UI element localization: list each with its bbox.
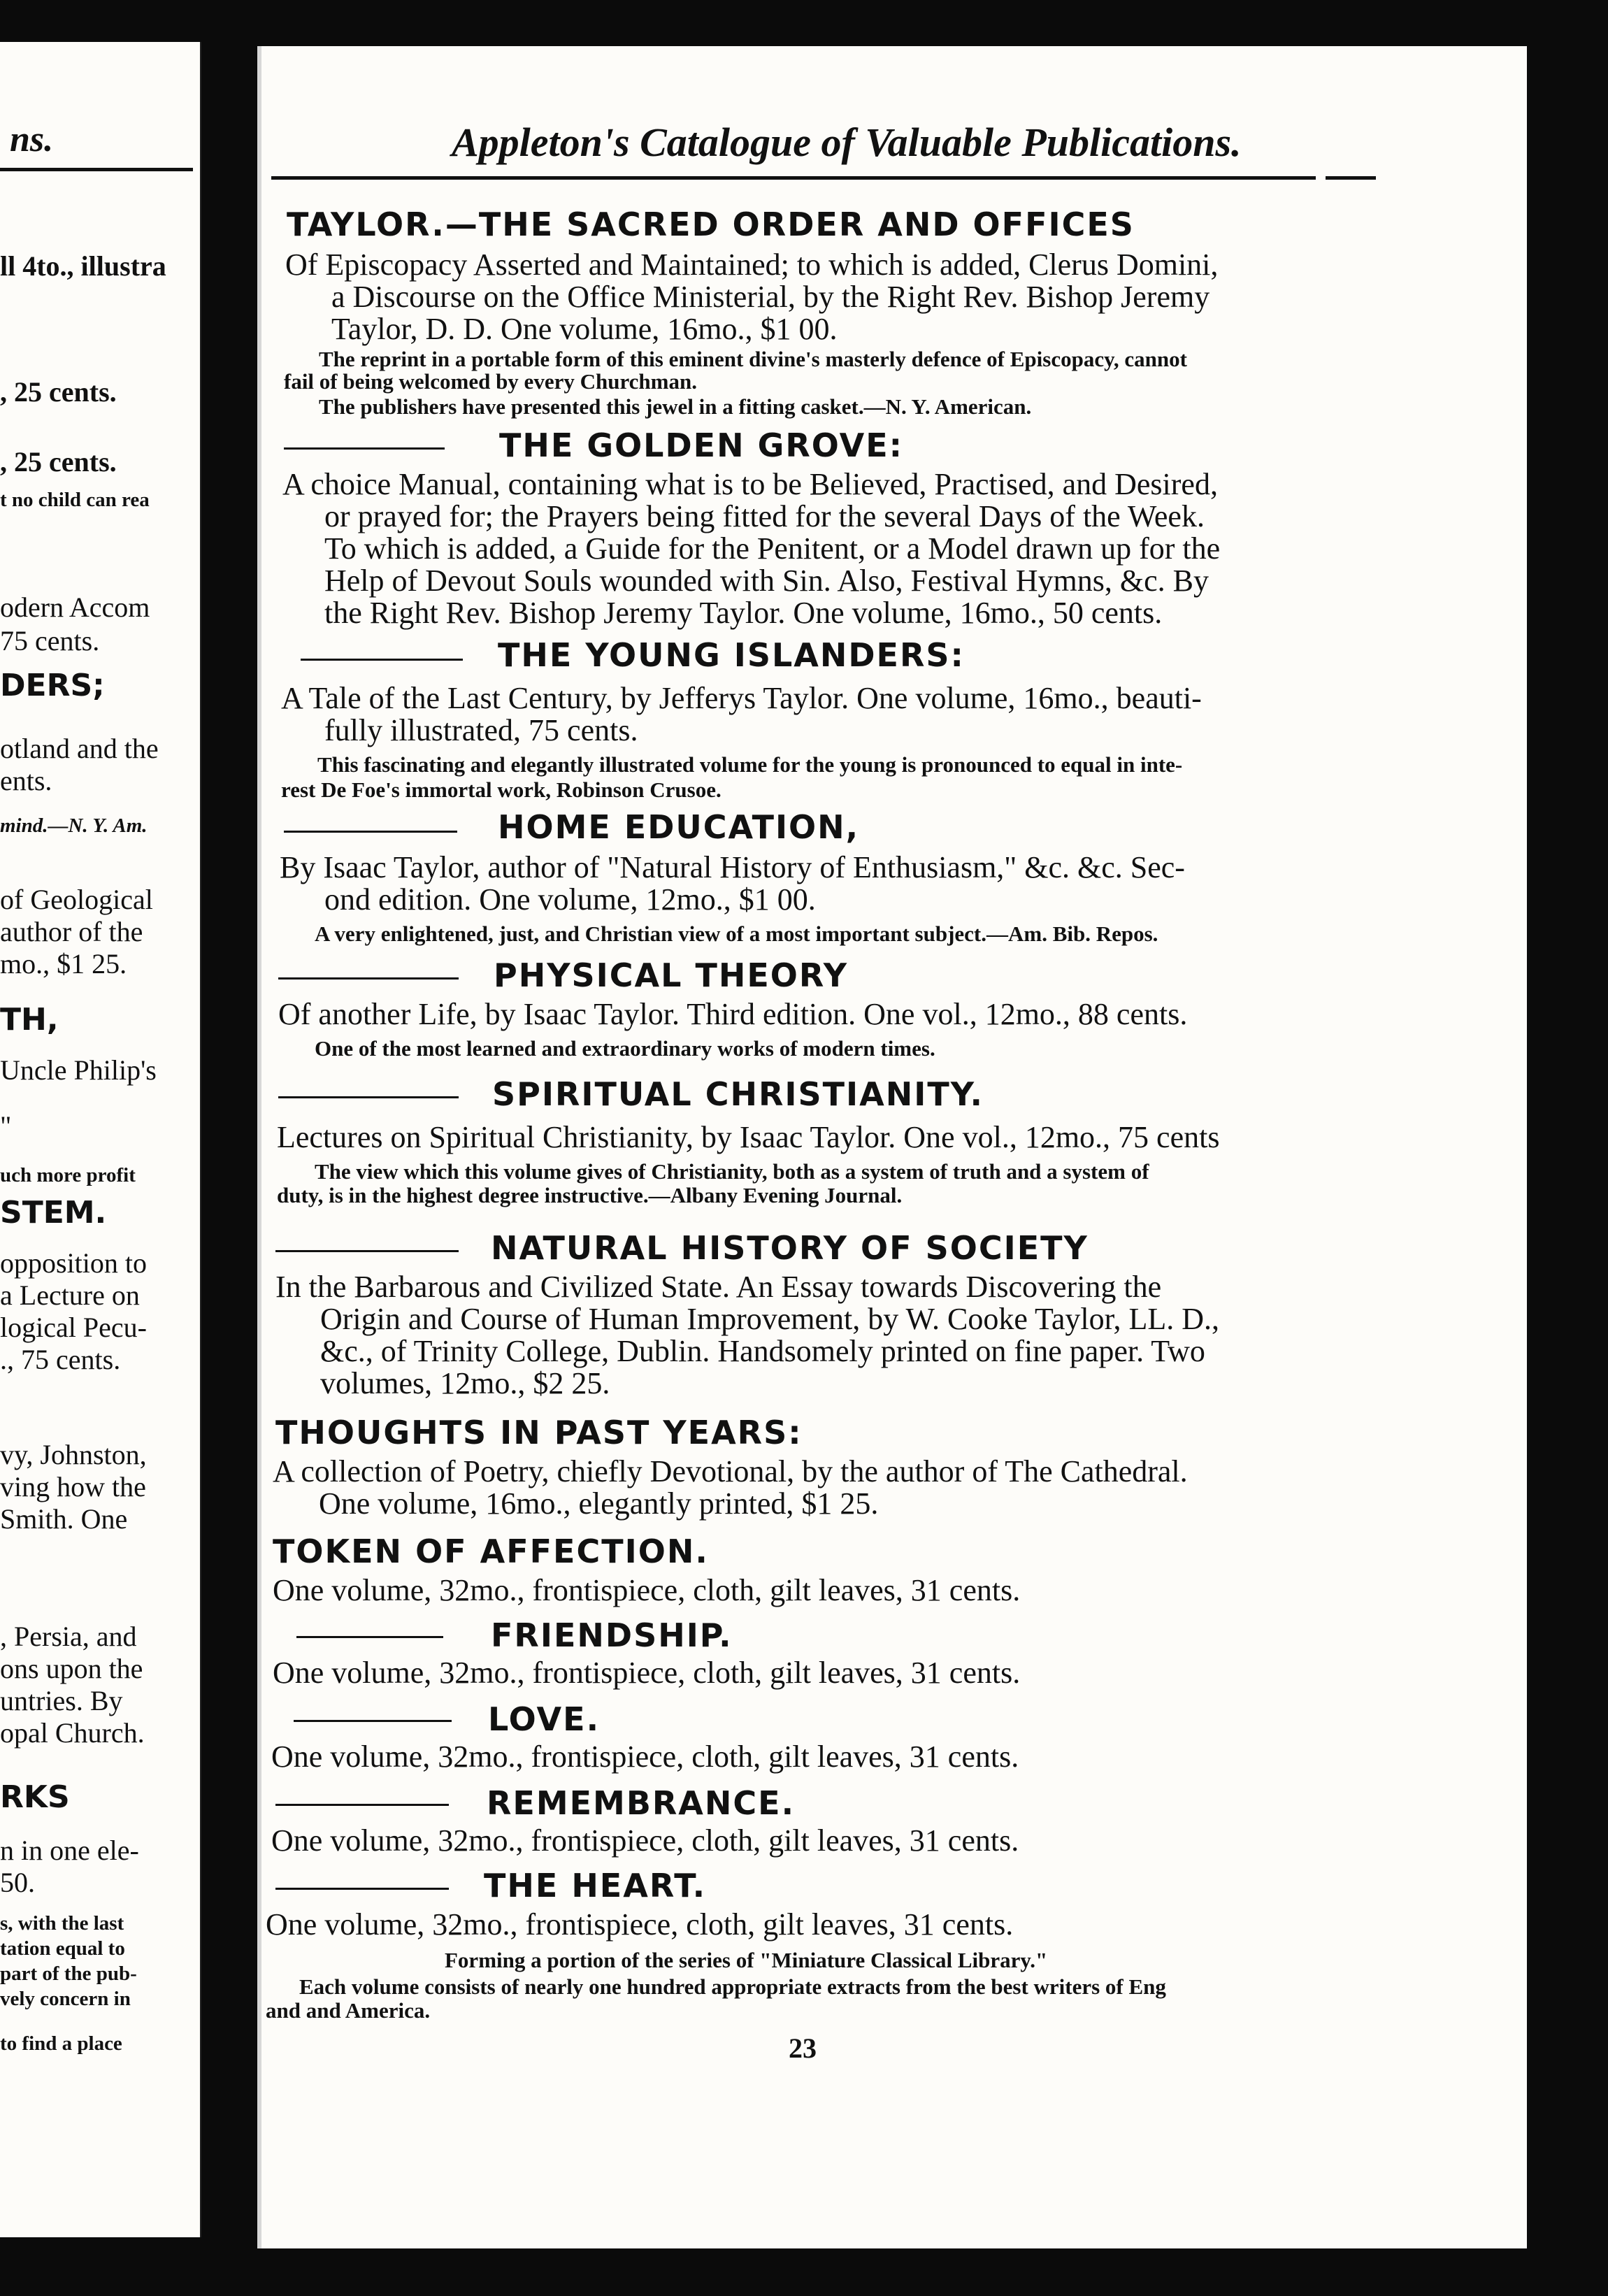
entry-body: Origin and Course of Human Improvement, by W. Cooke Taylor, LL. D., [320,1302,1220,1336]
title-dash [294,1720,452,1722]
left-line: n in one ele- [0,1835,139,1866]
entry-body: One volume, 32mo., frontispiece, cloth, gilt leaves, 31 cents. [271,1823,1019,1858]
entry-note: The publishers have presented this jewel in a fitting casket.—N. Y. American. [319,394,1032,419]
title-dash [284,447,445,450]
entry-body: ond edition. One volume, 12mo., $1 00. [324,882,816,917]
entry-body: One volume, 16mo., elegantly printed, $1 25. [319,1486,879,1521]
left-line: , 25 cents. [0,446,117,478]
left-line: vy, Johnston, [0,1439,147,1470]
left-header-rule [0,168,193,171]
entry-note: Each volume consists of nearly one hundred appropriate extracts from the best writers of Eng [299,1974,1166,1999]
left-line: untries. By [0,1685,123,1716]
left-line: part of the pub- [0,1963,137,1985]
left-line: TH, [0,1002,59,1038]
entry-body: In the Barbarous and Civilized State. An Essay towards Discovering the [275,1270,1162,1304]
entry-body: Help of Devout Souls wounded with Sin. Also, Festival Hymns, &c. By [324,564,1209,598]
entry-note: Forming a portion of the series of "Miniature Classical Library." [445,1948,1048,1972]
entry-body: Of Episcopacy Asserted and Maintained; to which is added, Clerus Domini, [285,247,1219,282]
title-dash [278,1096,459,1098]
left-line: to find a place [0,2032,122,2055]
entry-title: THE GOLDEN GROVE: [499,426,904,464]
entry-title: THE HEART. [484,1867,707,1904]
entry-note: One of the most learned and extraordinary works of modern times. [315,1036,935,1061]
left-line: RKS [0,1779,70,1815]
entry-body: Lectures on Spiritual Christianity, by Isaac Taylor. One vol., 12mo., 75 cents [277,1120,1220,1154]
left-line: s, with the last [0,1912,124,1935]
left-line: t no child can rea [0,489,150,511]
entry-body: To which is added, a Guide for the Penitent, or a Model drawn up for the [324,531,1221,566]
left-line: ons upon the [0,1653,143,1684]
entry-body: fully illustrated, 75 cents. [324,713,638,747]
entry-note: fail of being welcomed by every Churchman. [284,369,697,394]
title-dash [301,659,463,661]
left-line: author of the [0,916,143,947]
title-dash [275,1250,459,1252]
entry-body: &c., of Trinity College, Dublin. Handsomely printed on fine paper. Two [320,1334,1205,1368]
entry-note: A very enlightened, just, and Christian view of a most important subject.—Am. Bib. Repos. [315,921,1158,946]
entry-body: By Isaac Taylor, author of "Natural History of Enthusiasm," &c. &c. Sec- [280,850,1185,884]
entry-title: SPIRITUAL CHRISTIANITY. [492,1075,984,1113]
left-line: mind.—N. Y. Am. [0,815,148,837]
entry-note: rest De Foe's immortal work, Robinson Crusoe. [281,777,722,802]
entry-title: LOVE. [488,1700,601,1738]
entry-body: A Tale of the Last Century, by Jefferys Taylor. One volume, 16mo., beauti- [281,681,1202,715]
header-rule [271,176,1316,180]
left-line: ll 4to., illustra [0,250,166,282]
title-dash [278,977,459,980]
entry-title: FRIENDSHIP. [491,1616,733,1654]
left-line: ving how the [0,1471,146,1502]
entry-body: volumes, 12mo., $2 25. [320,1366,610,1400]
entry-title: THE YOUNG ISLANDERS: [498,636,965,674]
left-line: ., 75 cents. [0,1344,121,1375]
left-line: , 25 cents. [0,376,117,408]
entry-note: duty, is in the highest degree instructive.—Albany Evening Journal. [277,1183,903,1207]
entry-note: The reprint in a portable form of this eminent divine's masterly defence of Episcopacy, cannot [319,347,1187,371]
left-line: Uncle Philip's [0,1054,157,1086]
left-line: , Persia, and [0,1621,137,1652]
left-line: mo., $1 25. [0,948,127,980]
left-line: Smith. One [0,1503,128,1535]
left-line: uch more profit [0,1164,136,1186]
left-page-header: ns. [10,120,54,159]
entry-body: One volume, 32mo., frontispiece, cloth, gilt leaves, 31 cents. [273,1573,1021,1607]
entry-note: The view which this volume gives of Christianity, both as a system of truth and a system of [315,1159,1149,1184]
left-line: " [0,1110,12,1142]
entry-title: NATURAL HISTORY OF SOCIETY [491,1229,1089,1267]
entry-body: or prayed for; the Prayers being fitted for the several Days of the Week. [324,499,1205,533]
entry-note: and and America. [266,1998,431,2023]
entry-title: PHYSICAL THEORY [494,956,849,994]
entry-title: THOUGHTS IN PAST YEARS: [275,1414,803,1451]
left-line: 50. [0,1867,35,1898]
title-dash [275,1888,449,1890]
left-line: ents. [0,765,52,796]
left-line: a Lecture on [0,1279,140,1311]
left-line: DERS; [0,668,105,703]
page-number: 23 [789,2032,817,2064]
left-line: otland and the [0,733,159,764]
entry-body: a Discourse on the Office Ministerial, by the Right Rev. Bishop Jeremy [331,280,1210,314]
left-line: 75 cents. [0,625,100,656]
entry-body: A choice Manual, containing what is to be Believed, Practised, and Desired, [282,467,1218,501]
running-header: Appleton's Catalogue of Valuable Publications. [452,120,1242,165]
left-line: odern Accom [0,591,150,623]
entry-title: TAYLOR.—THE SACRED ORDER AND OFFICES [287,206,1135,243]
left-line: logical Pecu- [0,1312,147,1343]
left-line: tation equal to [0,1937,125,1960]
entry-body: One volume, 32mo., frontispiece, cloth, gilt leaves, 31 cents. [266,1907,1014,1942]
entry-note: This fascinating and elegantly illustrated volume for the young is pronounced to equal in inte- [317,752,1183,777]
left-page-fragment [0,42,201,2237]
left-line: of Geological [0,884,153,915]
left-line: opal Church. [0,1717,145,1749]
entry-title: TOKEN OF AFFECTION. [273,1533,709,1570]
left-line: STEM. [0,1195,107,1230]
title-dash [296,1636,443,1638]
entry-body: A collection of Poetry, chiefly Devotional, by the author of The Cathedral. [273,1454,1188,1488]
header-rule-tail [1326,176,1376,180]
left-line: vely concern in [0,1988,131,2010]
entry-body: One volume, 32mo., frontispiece, cloth, gilt leaves, 31 cents. [273,1656,1021,1690]
left-line: opposition to [0,1247,148,1279]
title-dash [275,1804,449,1806]
entry-title: HOME EDUCATION, [498,808,860,846]
catalogue-page [257,46,1527,2248]
entry-body: Of another Life, by Isaac Taylor. Third edition. One vol., 12mo., 88 cents. [278,997,1188,1031]
entry-body: the Right Rev. Bishop Jeremy Taylor. One volume, 16mo., 50 cents. [324,596,1163,630]
entry-title: REMEMBRANCE. [487,1784,796,1822]
title-dash [284,831,457,833]
entry-body: Taylor, D. D. One volume, 16mo., $1 00. [331,312,838,346]
entry-body: One volume, 32mo., frontispiece, cloth, gilt leaves, 31 cents. [271,1739,1019,1774]
